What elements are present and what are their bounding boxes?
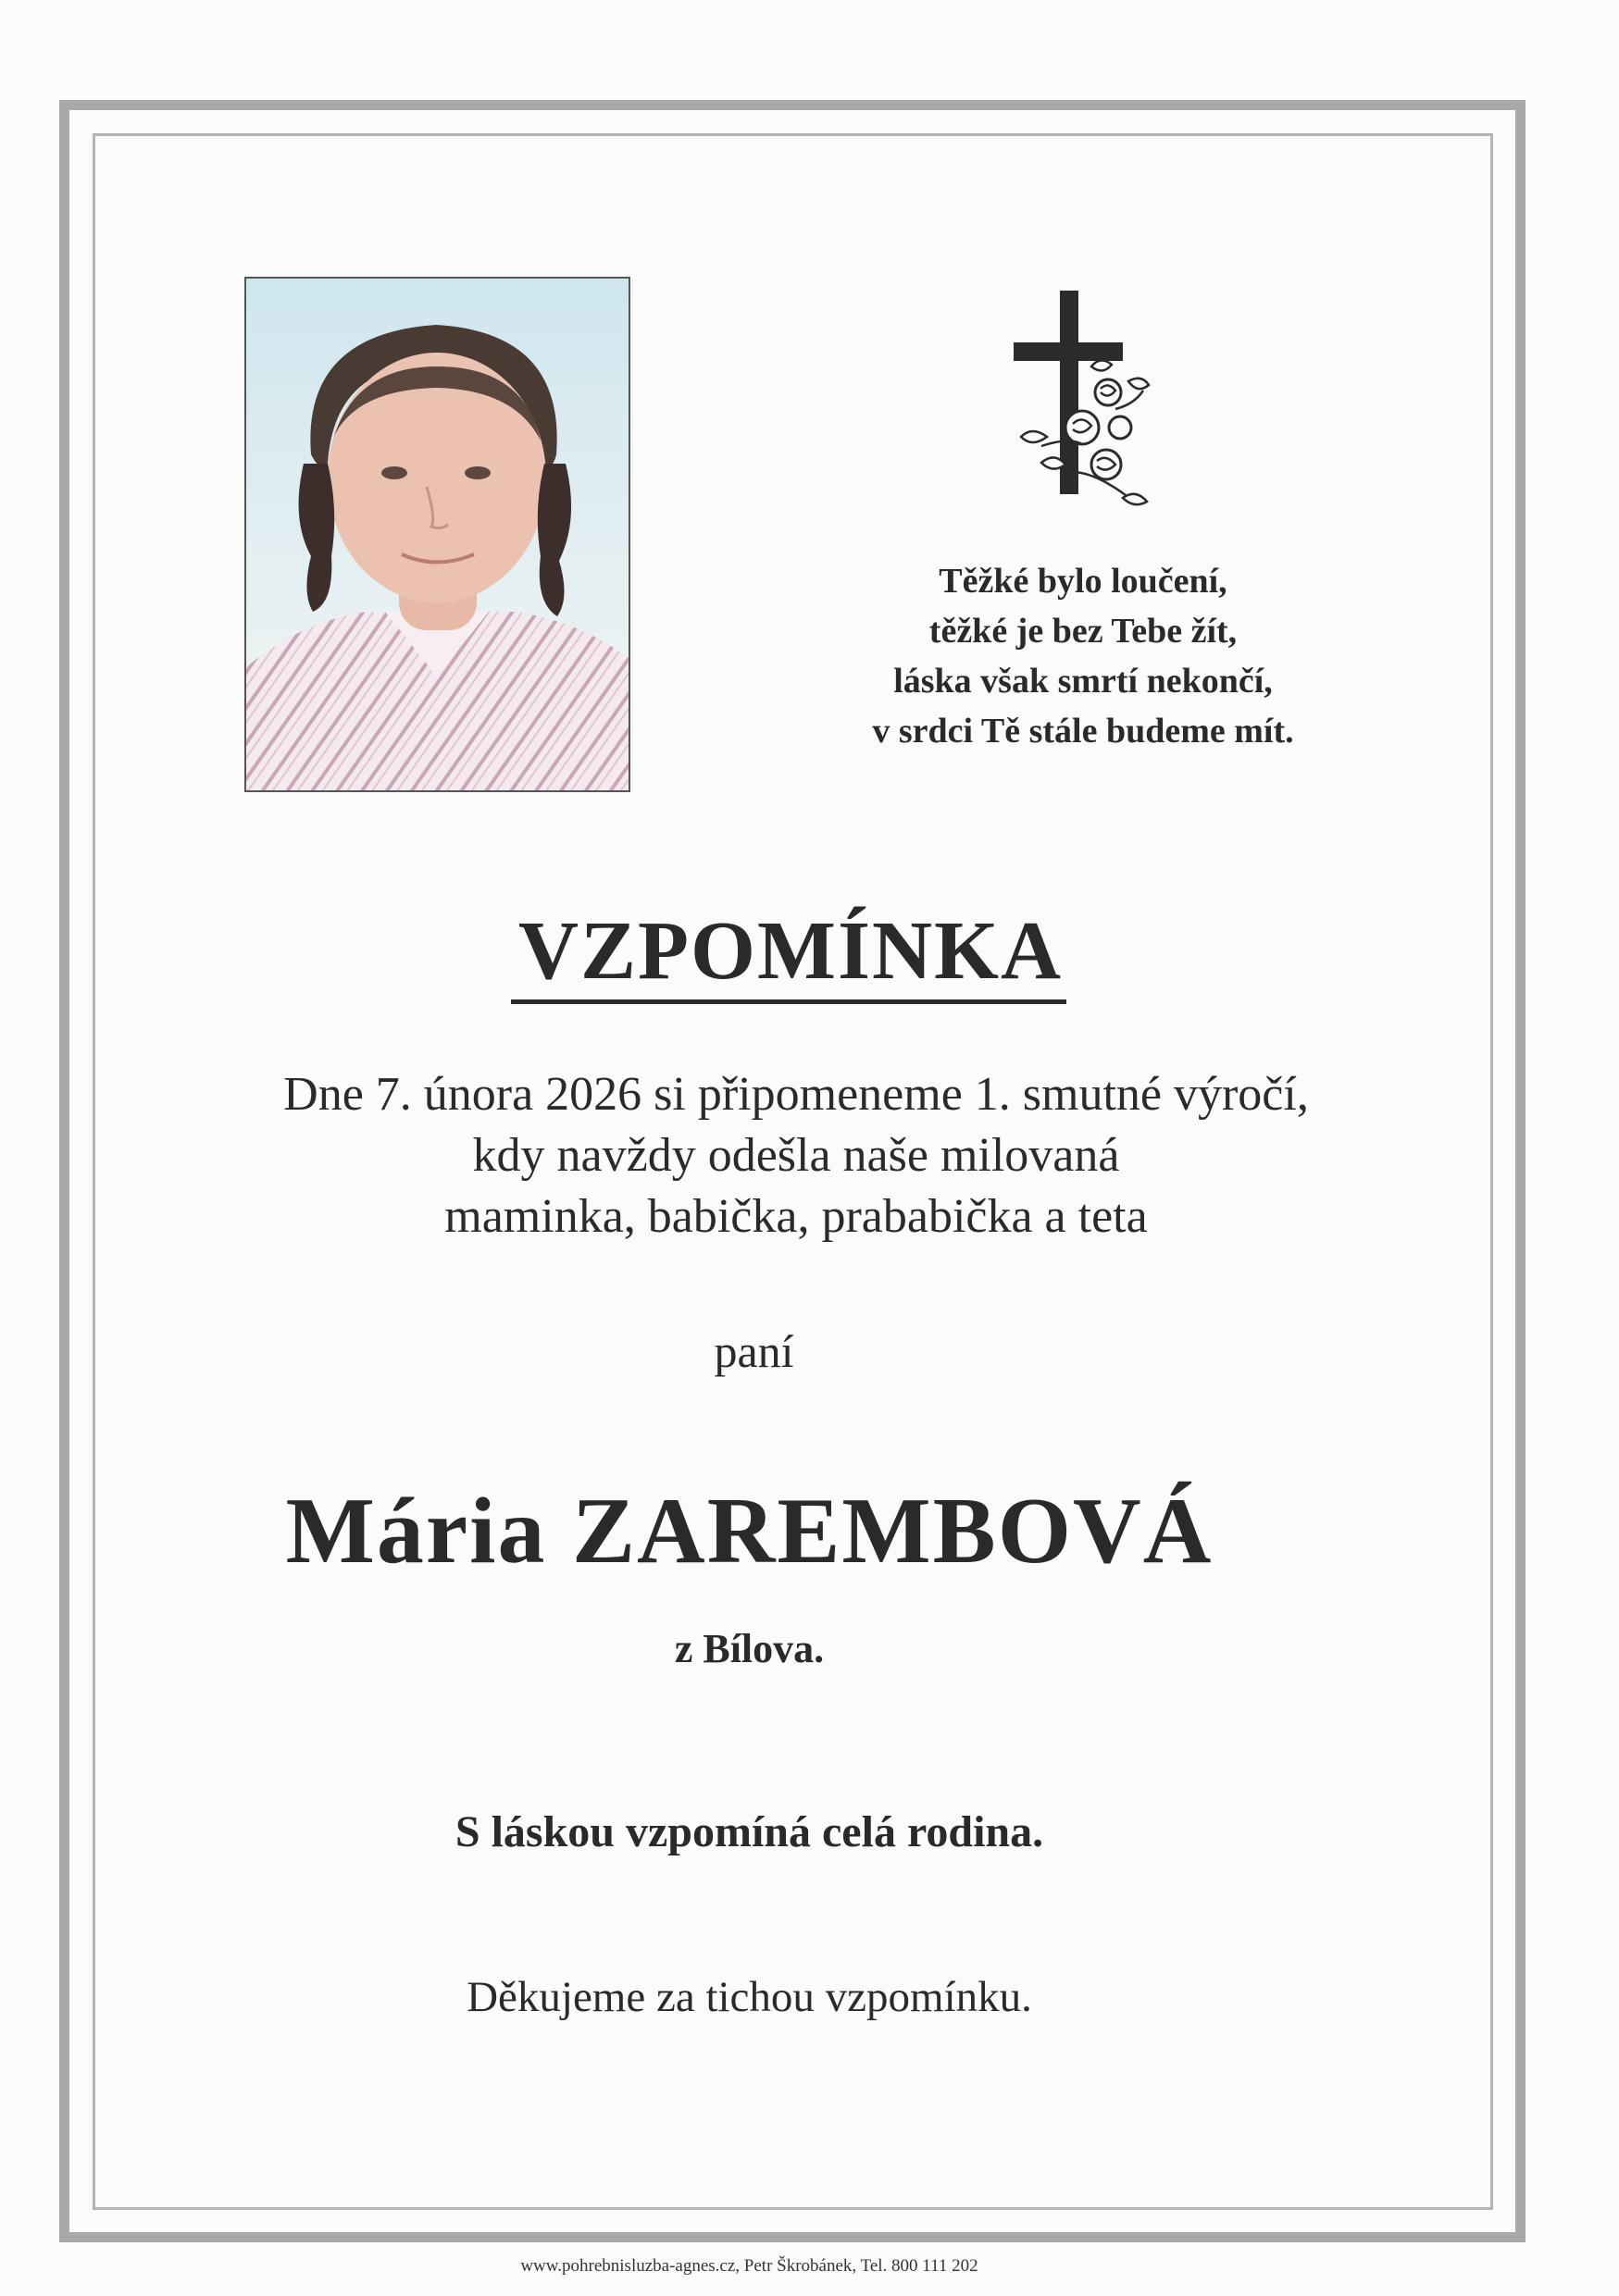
poem-line: v srdci Tě stále budeme mít. xyxy=(872,712,1294,751)
honorific-wrap xyxy=(0,1323,1619,1379)
poem-line: láska však smrtí nekončí, xyxy=(893,662,1273,701)
honorific: paní xyxy=(714,1325,794,1377)
hometown: z Bílova. xyxy=(674,1626,825,1671)
page-title-wrap xyxy=(0,905,1619,1004)
memorial-poem xyxy=(759,556,1407,756)
deceased-name: Mária ZAREMBOVÁ xyxy=(285,1479,1214,1583)
portrait-photo xyxy=(244,277,630,792)
thanks-text: Děkujeme za tichou vzpomínku. xyxy=(467,1973,1032,2021)
footer-contact: www.pohrebnisluzba-agnes.cz, Petr Škrobánek, Tel. 800 111 202 xyxy=(520,2256,978,2276)
cross-with-roses-icon xyxy=(1004,289,1152,511)
poem-line: těžké je bez Tebe žít, xyxy=(928,612,1238,651)
poem-line: Těžké bylo loučení, xyxy=(939,562,1227,601)
hometown-wrap xyxy=(0,1623,1619,1675)
page-title: VZPOMÍNKA xyxy=(511,905,1066,1004)
announcement-text xyxy=(111,1064,1481,1247)
announcement-line: kdy navždy odešla naše milovaná xyxy=(472,1129,1120,1182)
family-signature-wrap xyxy=(0,1805,1619,1860)
family-signature: S láskou vzpomíná celá rodina. xyxy=(455,1807,1044,1856)
thanks-wrap xyxy=(0,1969,1619,2025)
footer-wrap xyxy=(0,2255,1619,2277)
announcement-line: maminka, babička, prababička a teta xyxy=(444,1190,1148,1243)
deceased-name-wrap xyxy=(0,1476,1619,1587)
announcement-line: Dne 7. února 2026 si připomeneme 1. smutné výročí, xyxy=(283,1068,1309,1121)
